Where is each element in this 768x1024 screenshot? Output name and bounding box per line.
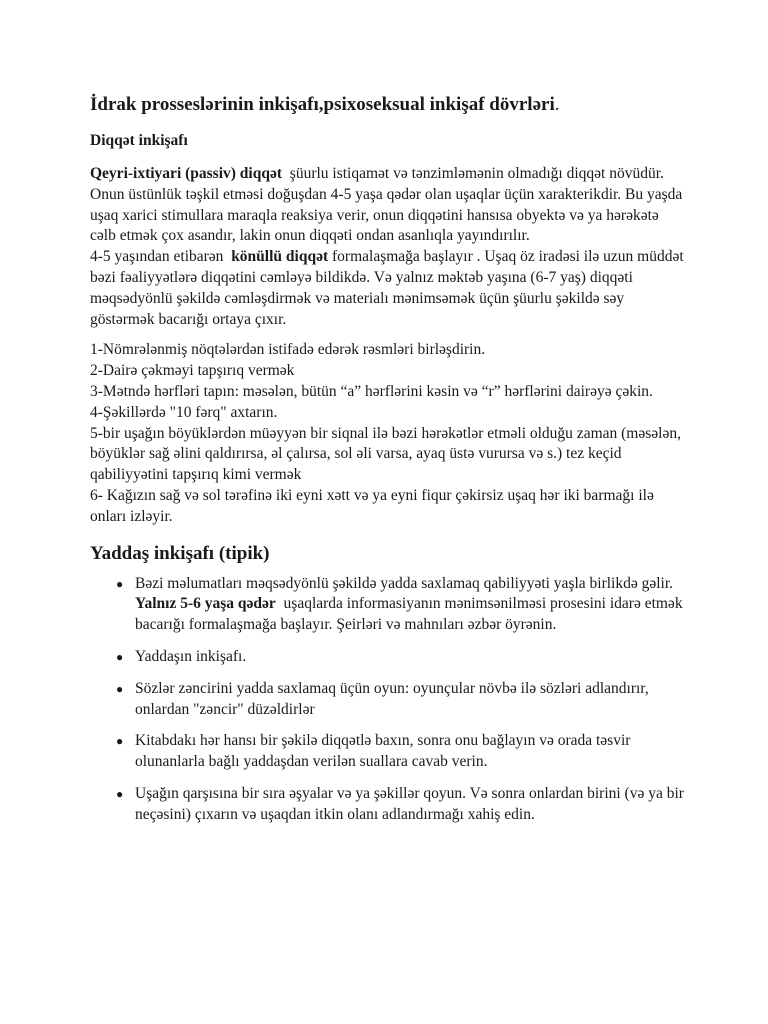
memory-item-text: Kitabdakı hər hansı bir şəkilə diqqətlə baxın, sonra onu bağlayın və orada təsvir olunanlarla bağlı yaddaşdan verilən suallara cavab verin. [135,732,631,771]
memory-bullet-list [90,574,685,826]
involuntary-attention-paragraph [90,164,685,247]
bullet-icon: ● [116,681,124,696]
memory-list-item [90,731,685,773]
document-title-dot: . [554,94,560,115]
exercise-item: 2-Dairə çəkməyi tapşırıq vermək [90,362,295,380]
memory-list-item [90,784,685,826]
bullet-icon: ● [116,786,124,801]
memory-list-item [90,574,685,636]
exercise-item: 1-Nömrələnmiş nöqtələrdən istifadə edərək rəsmləri birləşdirin. [90,341,486,359]
exercise-item: 4-Şəkillərdə "10 fərq" axtarın. [90,403,278,421]
attention-exercise-list [90,340,685,527]
exercise-item: 3-Mətndə hərfləri tapın: məsələn, bütün “a” hərflərini kəsin və “r” hərflərini dairəyə çəkin. [90,382,653,400]
memory-item-text-continued: uşaqlarda informasiyanın mənimsənilməsi prosesini idarə etmək bacarığı formalaşmağa başlayır. Şeirləri və mahnıları əzbər öyrənin. [135,595,687,634]
attention-heading: Diqqət inkişafı [90,132,188,149]
memory-item-text: Bəzi məlumatları məqsədyönlü şəkildə yadda saxlamaq qabiliyyəti yaşla birlikdə gəlir. [135,574,674,592]
voluntary-attention-term: könüllü diqqət [231,248,329,266]
voluntary-attention-paragraph [90,247,685,330]
memory-list-item [90,647,685,668]
memory-list-item [90,679,685,721]
exercise-item: 6- Kağızın sağ və sol tərəfinə iki eyni xətt və ya eyni fiqur çəkirsiz uşaq hər iki barmağı ilə onları izləyir. [90,486,654,525]
involuntary-attention-text: şüurlu istiqamət və tənzimləmənin olmadığı diqqət növüdür. Onun üstünlük təşkil etməsi doğuşdan 4-5 yaşa qədər olan uşaqlar üçün xarakterikdir. Bu yaşda uşaq xarici stimullara maraqla reaksiya verir, onun diqqətini hansısa obyektə və ya hərəkətə cəlb etmək çox asandır, lakin onun diqqəti ondan asanlıqla yayındırılır. [90,165,687,245]
voluntary-attention-text: formalaşmağa başlayır . Uşaq öz iradəsi ilə uzun müddət bəzi fəaliyyətlərə diqqətini cəmləyə bildikdə. Və yalnız məktəb yaşına (6-7 yaş) diqqəti məqsədyönlü şəkildə cəmləşdirmək və materialı mənimsəmək üçün şüurlu şəkildə səy göstərmək bacarığı ortaya çıxır. [90,248,684,328]
document-page [90,88,685,837]
involuntary-attention-term: Qeyri-ixtiyari (passiv) diqqət [90,165,283,182]
memory-heading: Yaddaş inkişafı (tipik) [90,542,270,564]
memory-item-text: Uşağın qarşısına bir sıra əşyalar və ya şəkillər qoyun. Və sonra onlardan birini (və ya bir neçəsini) çıxarın və uşaqdan itkin olanı adlandırmağı xahiş edin. [135,784,684,823]
voluntary-attention-intro: 4-5 yaşından etibarən [90,248,232,266]
bullet-icon: ● [116,576,124,591]
memory-age-term: Yalnız 5-6 yaşa qədər [135,595,276,613]
memory-item-text: Yaddaşın inkişafı. [135,647,247,665]
memory-item-text: Sözlər zəncirini yadda saxlamaq üçün oyun: oyunçular növbə ilə sözləri adlandırır, onlardan "zəncir" düzəldirlər [135,679,649,718]
bullet-icon: ● [116,649,124,664]
exercise-item: 5-bir uşağın böyüklərdən müəyyən bir siqnal ilə bəzi hərəkətlər etməli olduğu zaman (məsələn, böyüklər sağ əlini qaldırırsa, əl çalırsa, sol əli varsa, ayaq üstə vurursa və s.) tez keçid qabiliyyətini tapşırıq kimi vermək [90,424,681,484]
document-title-text: İdrak prosseslərinin inkişafı,psixoseksual inkişaf dövrləri [90,94,555,115]
bullet-icon: ● [116,734,124,749]
document-title [90,88,685,122]
